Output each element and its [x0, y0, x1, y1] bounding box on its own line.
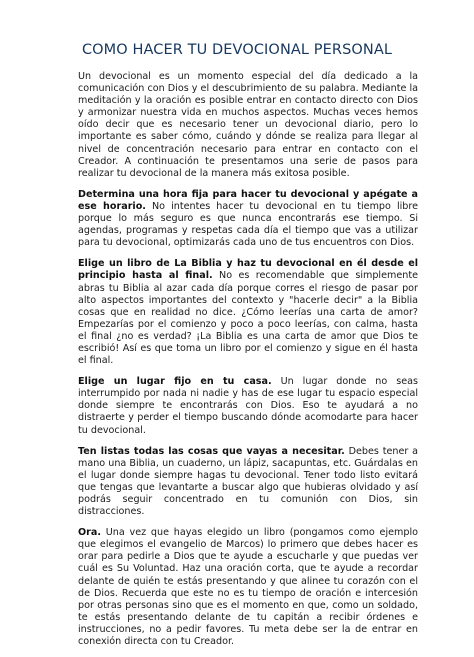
section-paragraph — [78, 376, 418, 436]
section-text: Un lugar donde no seas interrumpido por nada ni nadie y has de ese lugar tu espacio especial donde siempre te encontrarás con Dios. Eso te ayudará a no distraerte y perder el tiempo buscando dónde acomodarte para hacer tu devocional. — [78, 376, 418, 436]
section-heading: Determina una hora fija para hacer tu devocional y apégate a ese horario. — [78, 188, 418, 212]
section-heading: Elige un lugar fijo en tu casa. — [78, 376, 272, 388]
document-title: COMO HACER TU DEVOCIONAL PERSONAL — [81, 42, 393, 58]
section-heading: Elige un libro de La Biblia y haz tu devocional en él desde el principio hasta al final. — [78, 258, 418, 282]
section-text: Debes tener a mano una Biblia, un cuaderno, un lápiz, sacapuntas, etc. Guárdalas en el lugar donde siempre hagas tu devocional. Tener todo listo evitará que tengas que levantarte a buscar algo que hubieras olvidado y así podrás seguir concentrado en tu comunión con Dios, sin distracciones. — [78, 445, 419, 518]
document-body — [78, 71, 418, 657]
section-text: Una vez que hayas elegido un libro (pongamos como ejemplo que elegimos el evangelio de Marcos) lo primero que debes hacer es orar para pedirle a Dios que te ayude a escucharle y que puedas ver cuál es Su Voluntad. Haz una oración corta, que te ayude a recordar delante de quién te estás presentando y que alinee tu corazón con el de Dios. Recuerda que este no es tu tiempo de oración e intercesión por otras personas sino que es el momento en que, como un soldado, te estás presentando delante de tu capitán a recibir órdenes e instrucciones, no a pedir favores. Tu meta debe ser la de entrar en conexión directa con tu Creador. — [78, 527, 418, 648]
intro-paragraph: Un devocional es un momento especial del día dedicado a la comunicación con Dios y el descubrimiento de su palabra. Mediante la meditación y la oración es posible entrar en contacto directo con Dios y armonizar nuestra vida en muchos aspectos. Muchas veces hemos oído decir que es necesario tener un devocional diario, pero lo importante es saber cómo, cuándo y dónde se realiza para llegar al nivel de concentración necesario para entrar en contacto con el Creador. A continuación te presentamos una serie de pasos para realizar tu devocional de la manera más exitosa posible. — [78, 71, 418, 179]
section-text: No intentes hacer tu devocional en tu tiempo libre porque lo más seguro es que nunca encontrarás ese tiempo. Si agendas, programas y respetas cada día el tiempo que vas a utilizar para tu devocional, optimizarás cada uno de tus encuentros con Dios. — [78, 200, 418, 249]
section-heading: Ora. — [78, 527, 102, 539]
section-paragraph — [78, 258, 418, 367]
section-paragraph — [78, 189, 418, 249]
section-text: No es recomendable que simplemente abras tu Biblia al azar cada día porque corres el riesgo de pasar por alto aspectos importantes del contexto y "hacerle decir" a la Biblia cosas que en realidad no dice. ¿Cómo leerías una carta de amor? Empezarías por el comienzo y poco a poco leerías, con calma, hasta el final ¿no es verdad? ¡La Biblia es una carta de amor que Dios te escribió! Así es que toma un libro por el comienzo y sigue en él hasta el final. — [78, 270, 418, 367]
section-paragraph — [78, 446, 418, 519]
section-paragraph — [78, 527, 418, 648]
section-heading: Ten listas todas las cosas que vayas a necesitar. — [78, 445, 345, 457]
